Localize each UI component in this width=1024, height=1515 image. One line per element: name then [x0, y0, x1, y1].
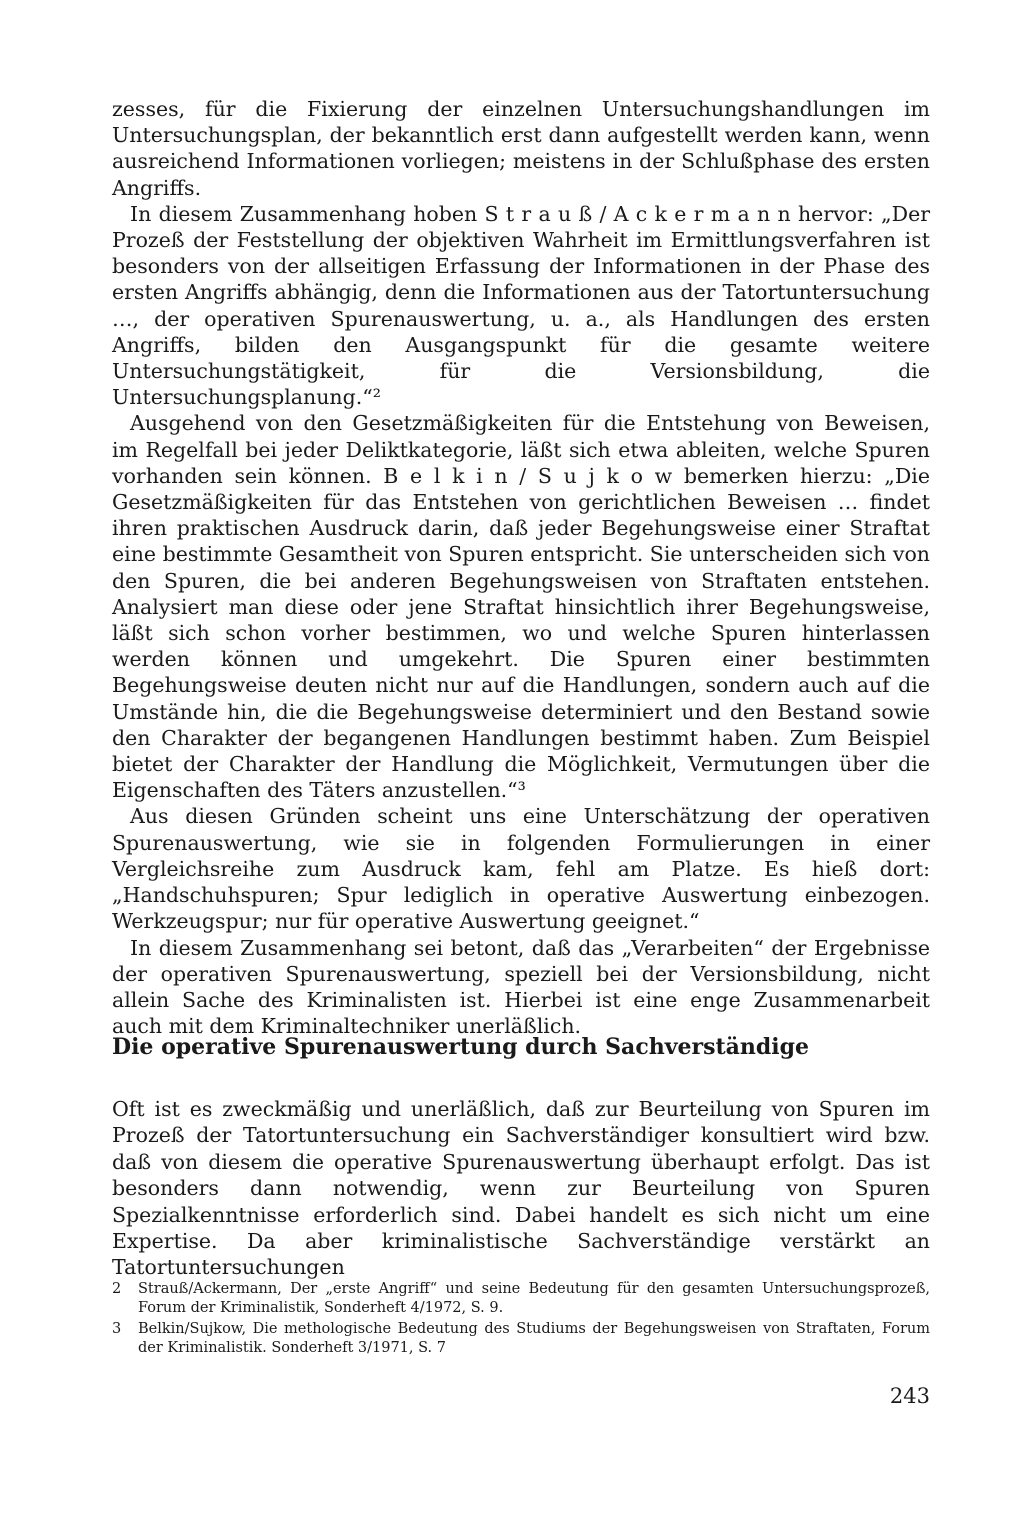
paragraph: Aus diesen Gründen scheint uns eine Unterschätzung der operativen Spurenauswertung, wie sie in folgenden Formulierungen in einer Vergleichsreihe zum Ausdruck kam, fehl am Platze. Es hieß dort: „Handschuhspuren; Spur lediglich in operative Auswertung einbezogen. Werkzeugspur; nur für operative Auswertung geeignet.“: [112, 804, 930, 934]
footnote: [112, 1280, 930, 1318]
footnotes: [112, 1280, 930, 1360]
footnote-number: 2: [112, 1281, 122, 1297]
section-body: [112, 1096, 930, 1281]
book-page: [112, 96, 930, 1408]
paragraph: zesses, für die Fixierung der einzelnen Untersuchungshandlungen im Untersuchungsplan, der bekanntlich erst dann aufgestellt werden kann, wenn ausreichend Informationen vorliegen; meistens in der Schlußphase des ersten Angriffs.: [112, 97, 930, 200]
page-number: 243: [889, 1384, 930, 1408]
body-text: [112, 96, 930, 1039]
paragraph: In diesem Zusammenhang hoben S t r a u ß / A c k e r m a n n hervor: „Der Prozeß der Feststellung der objektiven Wahrheit im Ermittlungsverfahren ist besonders von der allseitigen Erfassung der Informationen in der Phase des ersten Angriffs abhängig, denn die Informationen aus der Tatortuntersuchung …, der operativen Spurenauswertung, u. a., als Handlungen des ersten Angriffs, bilden den Ausgangspunkt für die gesamte weitere Untersuchungstätigkeit, für die Versionsbildung, die Untersuchungsplanung.“²: [112, 201, 930, 410]
footnote: [112, 1320, 930, 1358]
footnote-number: 3: [112, 1321, 122, 1337]
footnote-text: Strauß/Ackermann, Der „erste Angriff“ und seine Bedeutung für den gesamten Untersuchungsprozeß, Forum der Kriminalistik, Sonderheft 4/1972, S. 9.: [138, 1281, 930, 1316]
section-heading: Die operative Spurenauswertung durch Sachverständige: [112, 1034, 809, 1060]
paragraph: In diesem Zusammenhang sei betont, daß das „Verarbeiten“ der Ergebnisse der operativen Spurenauswertung, speziell bei der Versionsbildung, nicht allein Sache des Kriminalisten ist. Hierbei ist eine enge Zusammenarbeit auch mit dem Kriminaltechniker unerläßlich.: [112, 935, 930, 1039]
paragraph: Ausgehend von den Gesetzmäßigkeiten für die Entstehung von Beweisen, im Regelfall bei jeder Deliktkategorie, läßt sich etwa ableiten, welche Spuren vorhanden sein können. B e l k i n / S u j k o w bemerken hierzu: „Die Gesetzmäßigkeiten für das Entstehen von gerichtlichen Beweisen … findet ihren praktischen Ausdruck darin, daß jeder Begehungsweise einer Straftat eine bestimmte Gesamtheit von Spuren entspricht. Sie unterscheiden sich von den Spuren, die bei anderen Begehungsweisen von Straftaten entstehen. Analysiert man diese oder jene Straftat hinsichtlich ihrer Begehungsweise, läßt sich schon vorher bestimmen, wo und welche Spuren hinterlassen werden können und umgekehrt. Die Spuren einer bestimmten Begehungsweise deuten nicht nur auf die Handlungen, sondern auch auf die Umstände hin, die die Begehungsweise determiniert und den Bestand sowie den Charakter der begangenen Handlungen bestimmt haben. Zum Beispiel bietet der Charakter der Handlung die Möglichkeit, Vermutungen über die Eigenschaften des Täters anzustellen.“³: [112, 411, 930, 803]
paragraph: Oft ist es zweckmäßig und unerläßlich, daß zur Beurteilung von Spuren im Prozeß der Tatortuntersuchung ein Sachverständiger konsultiert wird bzw. daß von diesem die operative Spurenauswertung überhaupt erfolgt. Das ist besonders dann notwendig, wenn zur Beurteilung von Spuren Spezialkenntnisse erforderlich sind. Dabei handelt es sich nicht um eine Expertise. Da aber kriminalistische Sachverständige verstärkt an Tatortuntersuchungen: [112, 1097, 930, 1280]
footnote-text: Belkin/Sujkow, Die methologische Bedeutung des Studiums der Begehungsweisen von Straftaten, Forum der Kriminalistik. Sonderheft 3/1971, S. 7: [138, 1321, 930, 1356]
